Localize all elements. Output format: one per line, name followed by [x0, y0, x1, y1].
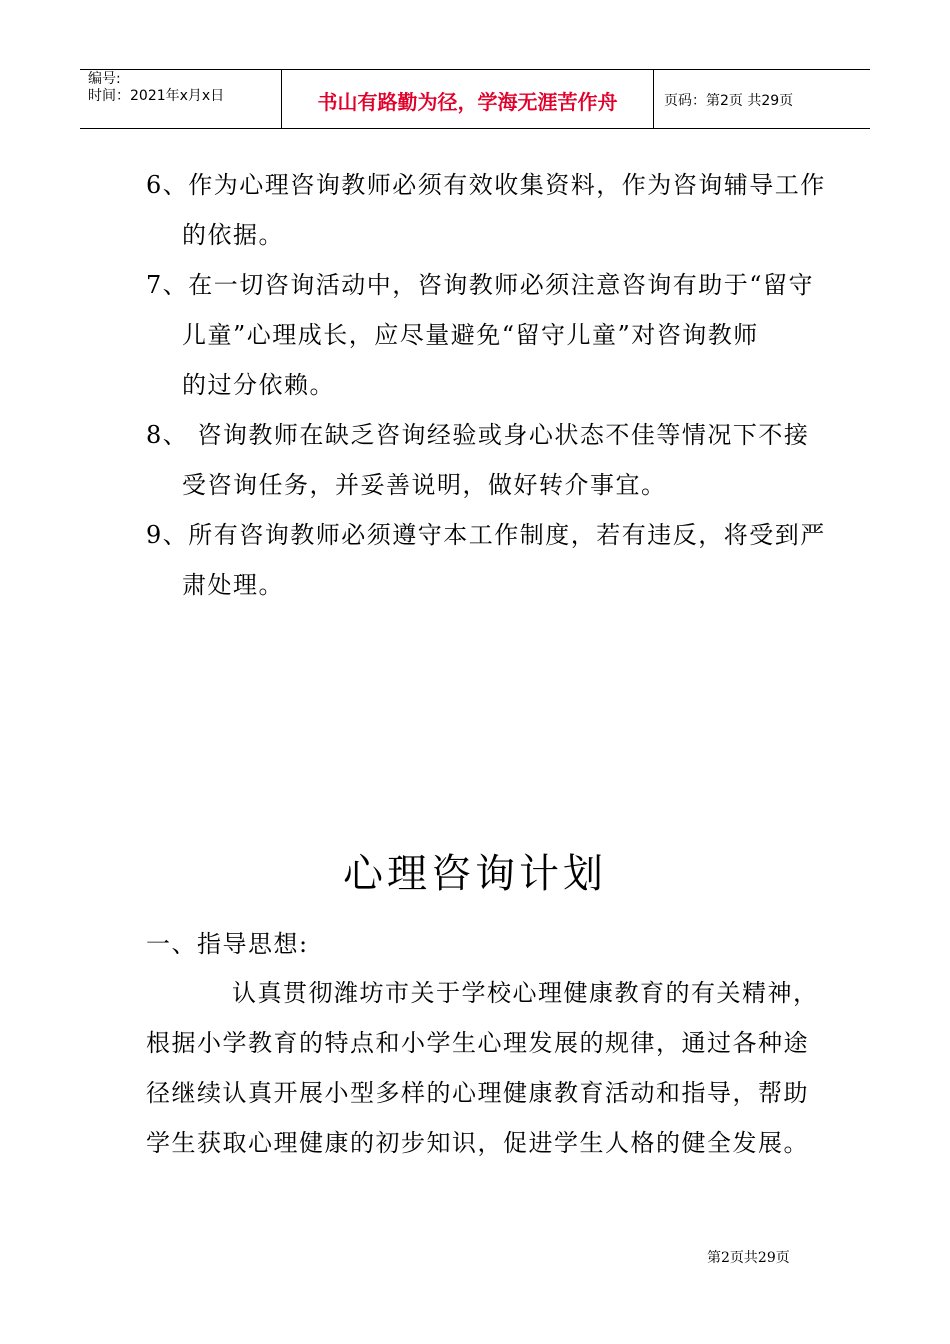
plan-section-guiding-ideology — [146, 920, 819, 1168]
paragraph-line: 认真贯彻潍坊市关于学校心理健康教育的有关精神， — [232, 979, 819, 1007]
rule-line: 6、作为心理咨询教师必须有效收集资料，作为咨询辅导工作 — [146, 171, 826, 199]
paragraph-line: 学生获取心理健康的初步知识，促进学生人格的健全发展。 — [146, 1129, 809, 1157]
rules-list — [146, 160, 826, 610]
header-page-info: 页码：第2页 共29页 — [664, 93, 794, 109]
rule-line: 7、在一切咨询活动中，咨询教师必须注意咨询有助于“留守 — [146, 271, 815, 299]
rule-item-6 — [146, 160, 826, 260]
paragraph-line: 径继续认真开展小型多样的心理健康教育活动和指导，帮助 — [146, 1079, 809, 1107]
rule-line: 受咨询任务，并妥善说明，做好转介事宜。 — [182, 471, 667, 499]
rule-line: 9、所有咨询教师必须遵守本工作制度，若有违反，将受到严 — [146, 521, 826, 549]
header-motto: 书山有路勤为径，学海无涯苦作舟 — [282, 70, 654, 128]
plan-title: 心理咨询计划 — [343, 851, 607, 897]
page-footer: 第2页共29页 — [707, 1250, 790, 1266]
rule-item-9 — [146, 510, 826, 610]
rule-line: 的依据。 — [182, 221, 284, 249]
rule-item-7 — [146, 260, 816, 410]
header-meta — [80, 70, 282, 128]
rule-line: 儿童”心理成长，应尽量避免“留守儿童”对咨询教师 — [182, 321, 759, 349]
section-heading: 一、指导思想: — [146, 930, 309, 958]
number-label: 编号: — [88, 71, 121, 87]
rule-line: 8、 咨询教师在缺乏咨询经验或身心状态不佳等情况下不接 — [146, 421, 810, 449]
paragraph-line: 根据小学教育的特点和小学生心理发展的规律，通过各种途 — [146, 1029, 809, 1057]
rule-item-8 — [146, 410, 816, 510]
date-label: 时间：2021年x月x日 — [88, 88, 225, 104]
page-header — [80, 69, 870, 129]
rule-line: 肃处理。 — [182, 571, 284, 599]
rule-line: 的过分依赖。 — [182, 371, 335, 399]
